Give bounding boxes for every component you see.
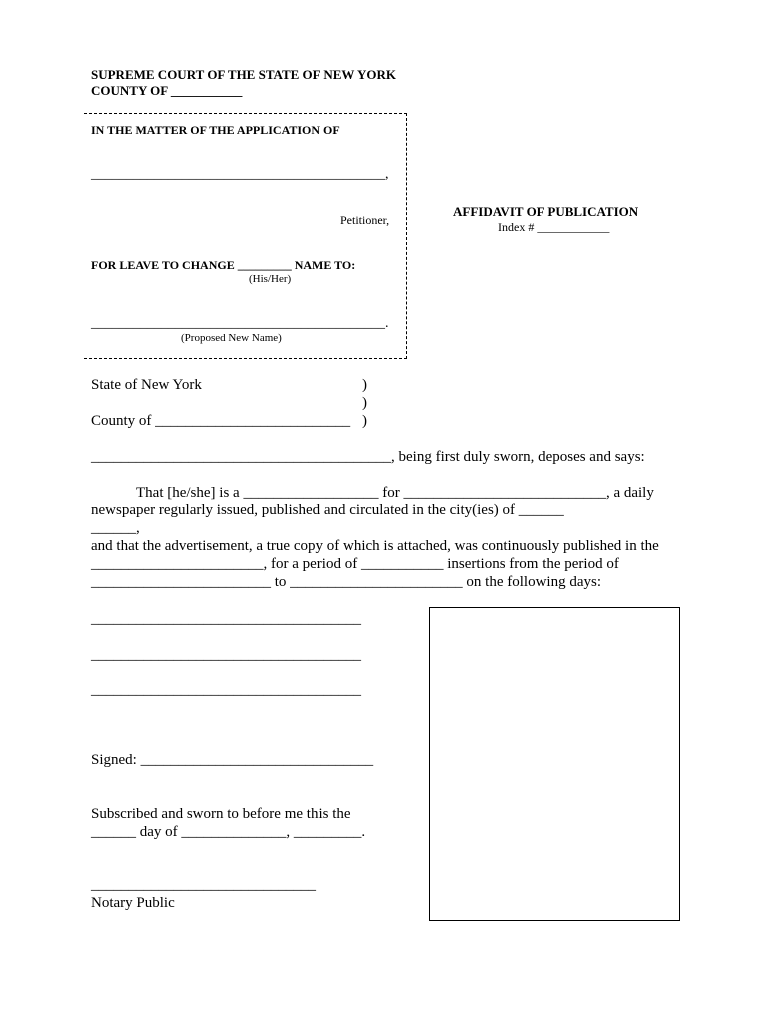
- petitioner-label: Petitioner,: [340, 213, 390, 227]
- petitioner-name-line[interactable]: __________________________________________,: [91, 167, 389, 182]
- affidavit-title: AFFIDAVIT OF PUBLICATION: [453, 204, 639, 219]
- venue-paren-1: ): [362, 377, 367, 393]
- paragraph-1-line-2[interactable]: newspaper regularly issued, published and circulated in the city(ies) of ______: [91, 502, 564, 518]
- paragraph-2-line-3[interactable]: ________________________ to _______________________ on the following days:: [91, 574, 601, 590]
- venue-county-field[interactable]: County of __________________________: [91, 413, 351, 429]
- paragraph-2-line-1: and that the advertisement, a true copy of which is attached, was continuously published in the: [91, 538, 659, 554]
- publication-date-line-3[interactable]: ____________________________________: [91, 682, 361, 698]
- proposed-name-label: (Proposed New Name): [181, 332, 282, 344]
- notary-signature-line[interactable]: ______________________________: [91, 877, 316, 893]
- advertisement-copy-box: [429, 607, 680, 921]
- signed-line[interactable]: Signed: _______________________________: [91, 752, 374, 768]
- notary-date-line[interactable]: ______ day of ______________, _________.: [91, 824, 366, 840]
- paragraph-2-line-2[interactable]: _______________________, for a period of ___________ insertions from the period of: [91, 556, 619, 572]
- publication-date-line-1[interactable]: ____________________________________: [91, 611, 361, 627]
- leave-to-change-line[interactable]: FOR LEAVE TO CHANGE _________ NAME TO:: [91, 258, 356, 272]
- deponent-sworn-line[interactable]: ________________________________________, being first duly sworn, deposes and says:: [91, 449, 645, 465]
- his-her-label: (His/Her): [249, 273, 292, 285]
- paragraph-1-line-3[interactable]: ______,: [91, 520, 140, 536]
- matter-heading: IN THE MATTER OF THE APPLICATION OF: [91, 123, 340, 137]
- notary-public-label: Notary Public: [91, 895, 175, 911]
- proposed-name-line[interactable]: __________________________________________.: [91, 316, 389, 331]
- county-heading: COUNTY OF ___________: [91, 83, 243, 98]
- index-number-field[interactable]: Index # ____________: [498, 220, 610, 234]
- paragraph-1-line-1[interactable]: That [he/she] is a __________________ for ___________________________, a daily: [136, 485, 654, 501]
- venue-state: State of New York: [91, 377, 202, 393]
- subscribed-sworn-text: Subscribed and sworn to before me this the: [91, 806, 351, 822]
- publication-date-line-2[interactable]: ____________________________________: [91, 647, 361, 663]
- court-name: SUPREME COURT OF THE STATE OF NEW YORK: [91, 67, 396, 82]
- venue-paren-3: ): [362, 413, 367, 429]
- venue-paren-2: ): [362, 395, 367, 411]
